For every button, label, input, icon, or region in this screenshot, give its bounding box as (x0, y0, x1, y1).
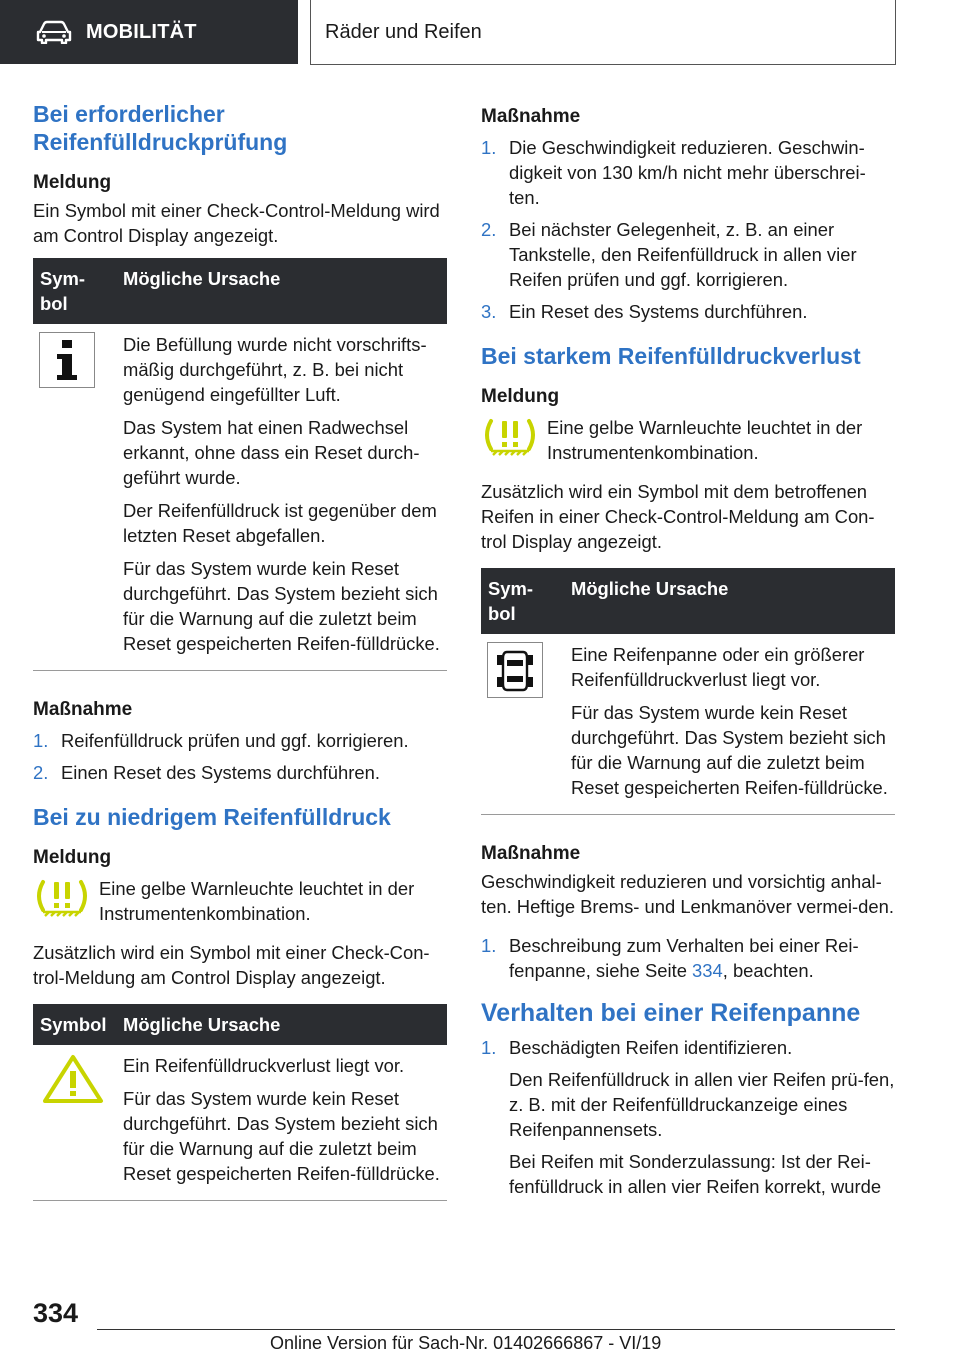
table-header (481, 568, 895, 634)
col-cause: Mögliche Ursache (123, 1014, 281, 1035)
cause-table-2 (33, 1004, 447, 1201)
list-item: 1. Reifenfülldruck prüfen und ggf. korrigieren. (33, 730, 409, 751)
list-item: 1. Beschädigten Reifen identifizieren. (481, 1037, 793, 1058)
warning-text: Eine gelbe Warnleuchte leuchtet in der Instrumentenkombination. (99, 878, 415, 924)
warning-text: Eine gelbe Warnleuchte leuchtet in der Instrumentenkombination. (547, 417, 863, 463)
right-column (481, 104, 895, 1199)
table-row (33, 1045, 447, 1201)
chapter-title: Räder und Reifen (310, 0, 896, 65)
zusatz-text: Zusätzlich wird ein Symbol mit dem betroffenen Reifen in einer Check-Control-Meldung am Con-trol Display angezeigt. (481, 481, 875, 552)
col-symbol: Sym- bol (40, 268, 85, 314)
col-symbol: Sym- bol (488, 578, 533, 624)
massnahme-heading: Maßnahme (481, 843, 581, 864)
zusatz-text: Zusätzlich wird ein Symbol mit einer Check-Con-trol-Meldung am Control Display angezeigt. (33, 942, 430, 988)
col-cause: Mögliche Ursache (571, 578, 729, 599)
list-item: 1. Beschreibung zum Verhalten bei einer Rei-fenpanne, siehe Seite 334, beachten. (481, 935, 859, 981)
cause-text: Für das System wurde kein Reset durchgeführt. Das System bezieht sich für die Warnung auf die zuletzt beim Reset gespeicherten Reifen-fülldrücke. (123, 558, 440, 654)
meldung-text: Ein Symbol mit einer Check-Control-Meldung wird am Control Display angezeigt. (33, 200, 440, 246)
massnahme-heading: Maßnahme (33, 699, 133, 720)
footer-text: Online Version für Sach-Nr. 01402666867 - VI/19 (270, 1333, 662, 1353)
tire-pressure-warning-icon (481, 415, 539, 461)
table-header (33, 258, 447, 324)
footer-divider (97, 1329, 895, 1330)
cause-text: Ein Reifenfülldruckverlust liegt vor. (123, 1055, 405, 1076)
heading-panne: Verhalten bei einer Reifenpanne (481, 999, 861, 1027)
car-icon (36, 20, 72, 44)
massnahme-text: Geschwindigkeit reduzieren und vorsichtig anhal-ten. Heftige Brems- und Lenkmanöver vermei-den. (481, 871, 894, 917)
warning-triangle-icon (41, 1053, 105, 1105)
steps-list-2 (481, 135, 895, 324)
table-header (33, 1004, 447, 1045)
list-item: 2. Einen Reset des Systems durchführen. (33, 762, 380, 783)
col-cause: Mögliche Ursache (123, 268, 281, 289)
meldung-heading: Meldung (33, 172, 112, 193)
cause-table-3 (481, 568, 895, 815)
tire-pressure-warning-icon (33, 876, 91, 922)
list-item: 2. Bei nächster Gelegenheit, z. B. an einer Tankstelle, den Reifenfülldruck in allen vier Reifen prüfen und ggf. korrigieren. (481, 219, 857, 290)
cause-text: Die Befüllung wurde nicht vorschrifts-mäßig durchgeführt, z. B. bei nicht genügend eingefüllter Luft. (123, 334, 427, 405)
left-column (33, 100, 447, 1201)
page-header (0, 0, 960, 66)
meldung-heading: Meldung (33, 847, 112, 868)
meldung-heading: Meldung (481, 386, 560, 407)
steps-list-4 (481, 1035, 895, 1060)
heading-niedrig: Bei zu niedrigem Reifenfülldruck (33, 804, 391, 830)
page-number: 334 (33, 1298, 79, 1328)
massnahme-heading: Maßnahme (481, 106, 581, 127)
list-item: 3. Ein Reset des Systems durchführen. (481, 301, 808, 322)
cause-text: Das System hat einen Radwechsel erkannt, ohne dass ein Reset durch-geführt wurde. (123, 417, 420, 488)
steps-list-3 (481, 933, 895, 983)
table-row (481, 634, 895, 815)
cause-text: Für das System wurde kein Reset durchgeführt. Das System bezieht sich für die Warnung auf die zuletzt beim Reset gespeicherten Reifen-fülldrücke. (571, 702, 888, 798)
list-item: 1. Die Geschwindigkeit reduzieren. Geschwin-digkeit von 130 km/h nicht mehr überschrei-ten. (481, 137, 866, 208)
heading-stark: Bei starkem Reifenfülldruckverlust (481, 343, 861, 369)
sub-paragraph: Den Reifenfülldruck in allen vier Reifen prü-fen, z. B. mit der Reifenfülldruckanzeige eines Reifenpannensets. (509, 1069, 895, 1140)
page-link[interactable]: 334 (692, 960, 723, 981)
cause-table-1 (33, 258, 447, 671)
warning-row (33, 876, 447, 926)
section-tab (0, 0, 298, 64)
cause-text: Eine Reifenpanne oder ein größerer Reifenfülldruckverlust liegt vor. (571, 644, 865, 690)
table-row (33, 324, 447, 671)
cause-text: Der Reifenfülldruck ist gegenüber dem letzten Reset abgefallen. (123, 500, 437, 546)
cause-text: Für das System wurde kein Reset durchgeführt. Das System bezieht sich für die Warnung auf die zuletzt beim Reset gespeicherten Reifen-fülldrücke. (123, 1088, 440, 1184)
warning-row (481, 415, 895, 465)
info-icon (39, 332, 95, 388)
steps-list-1 (33, 728, 447, 785)
heading-check: Bei erforderlicher Reifenfülldruckprüfung (33, 101, 288, 155)
sub-paragraph: Bei Reifen mit Sonderzulassung: Ist der Rei-fenfülldruck in allen vier Reifen korrekt, wurde (509, 1151, 882, 1197)
car-tires-icon (487, 642, 543, 698)
section-title: MOBILITÄT (86, 20, 197, 43)
col-symbol: Symbol (40, 1014, 107, 1035)
